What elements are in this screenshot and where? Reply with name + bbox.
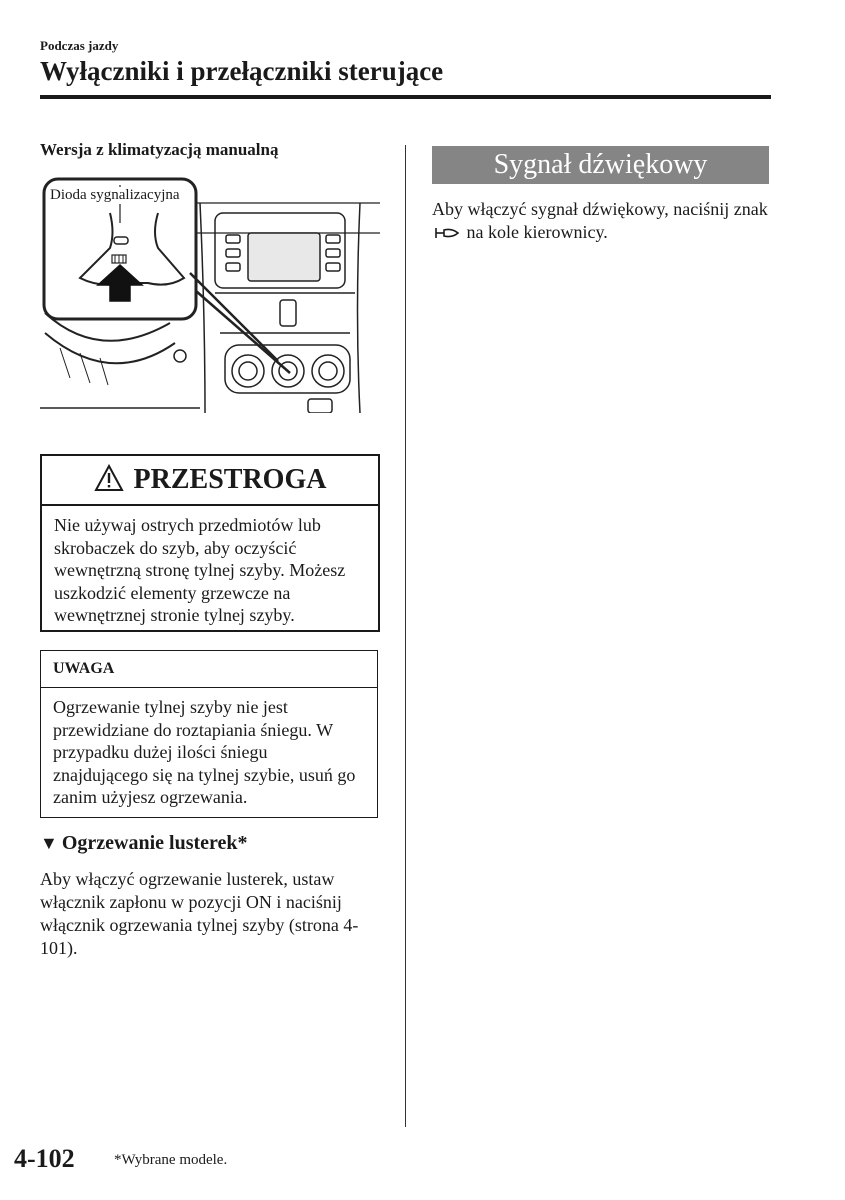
note-box [40, 650, 378, 818]
version-heading: Wersja z klimatyzacją manualną [40, 140, 279, 159]
caution-box [40, 454, 380, 632]
caution-body: Nie używaj ostrych przedmiotów lub skrobaczek do szyb, aby oczyścić wewnętrzną stronę tylnej szyby. Możesz uszkodzić elementy grzewcze na wewnętrznej stronie tylnej szyby. [54, 515, 346, 625]
page-title: Wyłączniki i przełączniki sterujące [40, 56, 444, 86]
title-rule [40, 95, 771, 99]
horn-paragraph [432, 198, 777, 246]
caution-header [42, 456, 378, 506]
warning-triangle-icon [94, 464, 124, 497]
horn-icon [434, 223, 460, 246]
caution-title: PRZESTROGA [133, 464, 327, 495]
footnote: *Wybrane modele. [114, 1152, 228, 1168]
horn-text-after: na kole kierownicy. [466, 222, 608, 242]
mirror-heating-paragraph: Aby włączyć ogrzewanie lusterek, ustaw włącznik zapłonu w pozycji ON i naciśnij włącznik ogrzewania tylnej szyby (strona 4-101). [40, 869, 359, 958]
horn-section-banner [432, 146, 769, 184]
section-marker: ▼ [40, 833, 58, 853]
note-title: UWAGA [41, 651, 377, 688]
page-number: 4-102 [14, 1144, 75, 1173]
dashboard-illustration [40, 173, 380, 413]
callout-label: Dioda sygnalizacyjna [50, 187, 180, 203]
mirror-heating-heading [40, 832, 248, 855]
banner-title: Sygnał dźwiękowy [493, 149, 708, 180]
note-body: Ogrzewanie tylnej szyby nie jest przewidziane do roztapiania śniegu. W przypadku dużej ilości śniegu znajdującego się na tylnej szybie, usuń go zanim użyjesz ogrzewania. [53, 697, 356, 807]
horn-text-before: Aby włączyć sygnał dźwiękowy, naciśnij znak [432, 199, 768, 219]
section-label: Podczas jazdy [40, 38, 119, 53]
mirror-heading-text: Ogrzewanie lusterek* [61, 832, 248, 854]
column-divider [405, 145, 406, 1127]
